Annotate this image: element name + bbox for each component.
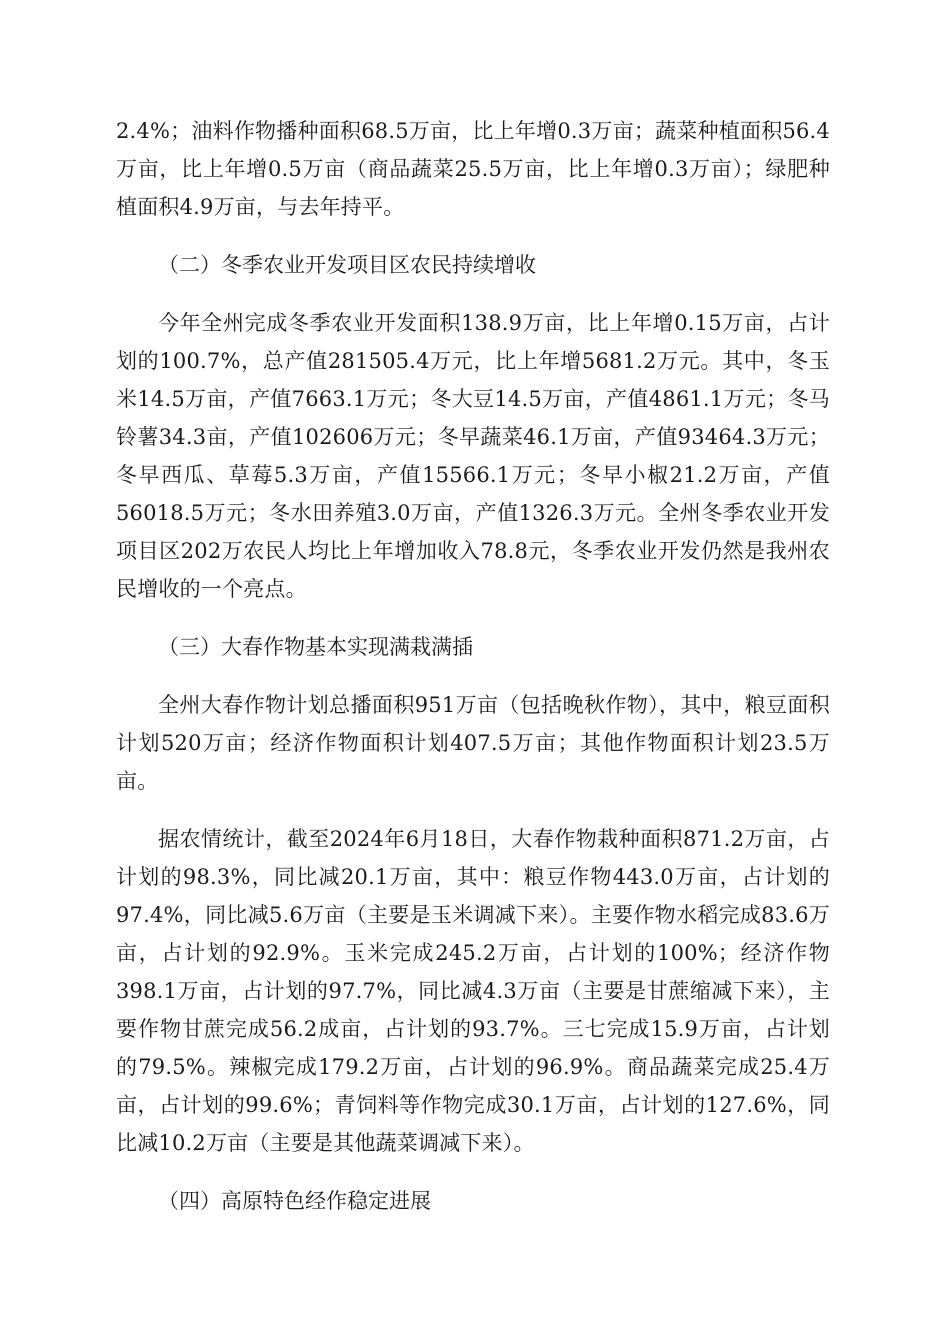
paragraph-gap [116, 226, 830, 246]
paragraph-gap [116, 284, 830, 304]
paragraph-spring-progress: 据农情统计，截至2024年6月18日，大春作物栽种面积871.2万亩，占计划的98.3%，同比减20.1万亩，其中：粮豆作物443.0万亩，占计划的97.4%，同比减5.6万亩（主要是玉米调减下来）。主要作物水稻完成83.6万亩，占计划的92.9%。玉米完成245.2万亩，占计划的100%；经济作物398.1万亩，占计划的97.7%，同比减4.3万亩（主要是甘蔗缩减下来），主要作物甘蔗完成56.2成亩，占计划的93.7%。三七完成15.9万亩，占计划的79.5%。辣椒完成179.2万亩，占计划的96.9%。商品蔬菜完成25.4万亩，占计划的99.6%；青饲料等作物完成30.1万亩，占计划的127.6%，同比减10.2万亩（主要是其他蔬菜调减下来）。 [116, 827, 830, 1155]
section-heading-winter-agriculture: （二）冬季农业开发项目区农民持续增收 [158, 253, 536, 277]
section-heading-plateau-crops: （四）高原特色经作稳定进展 [158, 1189, 431, 1213]
paragraph-gap [116, 800, 830, 820]
paragraph-crop-areas: 2.4%；油料作物播种面积68.5万亩，比上年增0.3万亩；蔬菜种植面积56.4万亩，比上年增0.5万亩（商品蔬菜25.5万亩，比上年增0.3万亩）；绿肥种植面积4.9万亩，与去年持平。 [116, 119, 830, 219]
section-heading-spring-crops: （三）大春作物基本实现满栽满插 [158, 635, 473, 659]
paragraph-gap [116, 608, 830, 628]
paragraph-gap [116, 1162, 830, 1182]
paragraph-winter-agriculture: 今年全州完成冬季农业开发面积138.9万亩，比上年增0.15万亩，占计划的100.7%，总产值281505.4万元，比上年增5681.2万元。其中，冬玉米14.5万亩，产值7663.1万元；冬大豆14.5万亩，产值4861.1万元；冬马铃薯34.3亩，产值102606万元；冬早蔬菜46.1万亩，产值93464.3万元；冬早西瓜、草莓5.3万亩，产值15566.1万元；冬早小椒21.2万亩，产值56018.5万元；冬水田养殖3.0万亩，产值1326.3万元。全州冬季农业开发项目区202万农民人均比上年增加收入78.8元，冬季农业开发仍然是我州农民增收的一个亮点。 [116, 311, 830, 601]
paragraph-spring-plan: 全州大春作物计划总播面积951万亩（包括晚秋作物），其中，粮豆面积计划520万亩；经济作物面积计划407.5万亩；其他作物面积计划23.5万亩。 [116, 693, 830, 793]
paragraph-gap [116, 666, 830, 686]
